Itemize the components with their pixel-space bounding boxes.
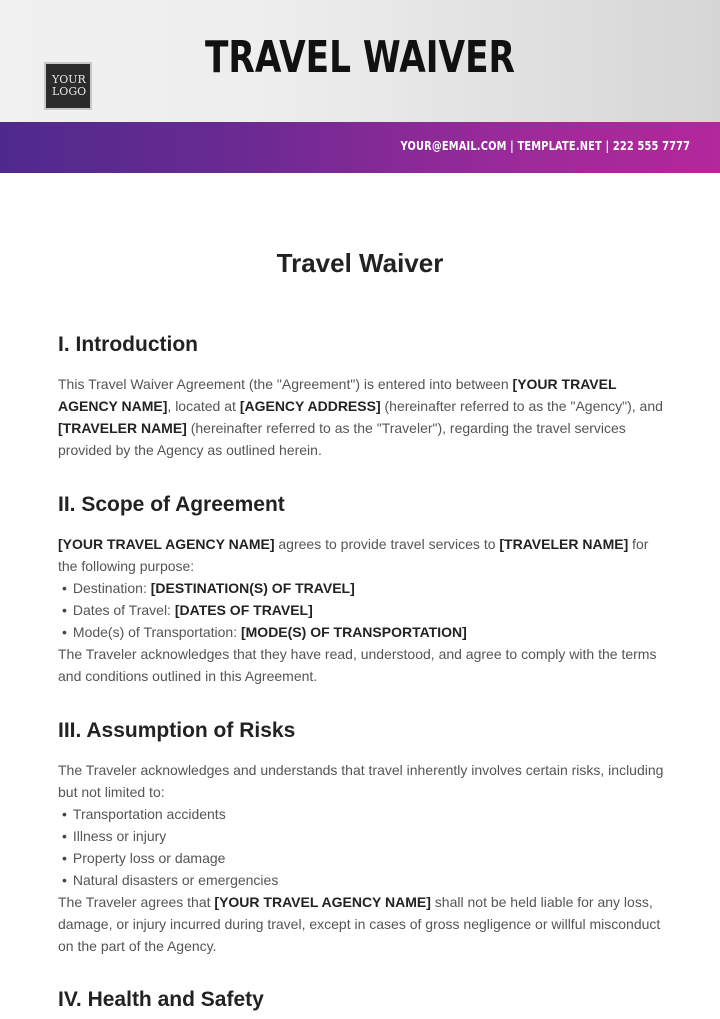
logo-line-1: YOUR	[52, 73, 86, 86]
section-paragraph: This Travel Waiver Agreement (the "Agreement") is entered into between [YOUR TRAVEL AGENCY NAME], located at [AGENCY ADDRESS] (hereinafter referred to as the "Agency"), and [TRAVELER NAME] (hereinafter referred to as the "Traveler"), regarding the travel services provided by the Agency as outlined herein.	[58, 376, 663, 458]
list-item: • Property loss or damage	[58, 847, 668, 869]
section-heading: II. Scope of Agreement	[58, 493, 285, 516]
section-paragraph: The Traveler acknowledges and understands that travel inherently involves certain risks, including but not limited to:	[58, 762, 664, 800]
section-risks	[58, 719, 668, 957]
list-item: • Illness or injury	[58, 825, 668, 847]
list-item: • Mode(s) of Transportation: [MODE(S) OF TRANSPORTATION]	[58, 621, 668, 643]
section-introduction	[58, 333, 668, 461]
list-item: • Transportation accidents	[58, 803, 668, 825]
section-scope	[58, 493, 668, 687]
contact-info: YOUR@EMAIL.COM | TEMPLATE.NET | 222 555 7777	[400, 139, 690, 153]
section-heading: I. Introduction	[58, 333, 198, 356]
section-heading: IV. Health and Safety	[58, 988, 264, 1011]
list-item: • Dates of Travel: [DATES OF TRAVEL]	[58, 599, 668, 621]
section-paragraph: The Traveler agrees that [YOUR TRAVEL AGENCY NAME] shall not be held liable for any loss, damage, or injury incurred during travel, except in cases of gross negligence or willful misconduct on the part of the Agency.	[58, 894, 661, 954]
section-health-safety	[58, 988, 668, 1012]
risk-list	[58, 803, 668, 891]
header-title: TRAVEL WAIVER	[205, 32, 515, 83]
section-paragraph: [YOUR TRAVEL AGENCY NAME] agrees to provide travel services to [TRAVELER NAME] for the following purpose:	[58, 536, 649, 574]
section-heading: III. Assumption of Risks	[58, 719, 296, 742]
document-title: Travel Waiver	[276, 248, 444, 278]
section-paragraph: The Traveler acknowledges that they have read, understood, and agree to comply with the terms and conditions outlined in this Agreement.	[58, 646, 657, 684]
list-item: • Destination: [DESTINATION(S) OF TRAVEL]	[58, 577, 668, 599]
scope-list	[58, 577, 668, 643]
list-item: • Natural disasters or emergencies	[58, 869, 668, 891]
logo-line-2: LOGO	[52, 85, 87, 98]
